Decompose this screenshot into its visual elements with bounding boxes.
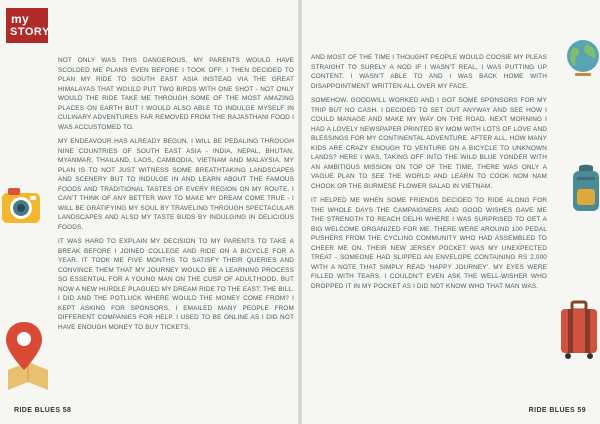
paragraph: AND MOST OF THE TIME I THOUGHT PEOPLE WOULD COOSIE MY PLEAS STRAIGHT TO SURELY A NOD IF I WASN'T REAL, I WAS PUTTING UP CONTENT. I WASN'T ABLE TO AND I WAS BACK HOME WITH DISAPPOINTMENT WRITTEN ALL OVER MY FACE. [311,54,547,90]
paragraph: NOT ONLY WAS THIS DANGEROUS, MY PARENTS WOULD HAVE SCOLDED ME PLANS EVEN BEFORE I TOOK OFF. I THEN DECIDED TO PLAN MY RIDE TO SOUTH EAST ASIA INSTEAD VIA THE GREAT HIMALAYAS THAT WOULD PUT TWO BIRDS WITH ONE SHOT - NOT ONLY WOULD THE RIDE TAKE ME THROUGH SOME OF THE MOST AMAZING PLACES ON EARTH BUT I WOULD ALSO ABLE TO INDULGE MYSELF IN CULINARY ADVENTURES FAR REMOVED FROM THE RAJASTHANI FOOD I WAS ACCUSTOMED TO. [58,57,294,131]
paragraph: SOMEHOW, GOODWILL WORKED AND I GOT SOME SPONSORS FOR MY TRIP BUT NO CASH. I DECIDED TO SET OUT ANYWAY AND SEE HOW I COULD MANAGE AND MAKE MY WAY ON THE ROAD. NEXT MORNING I HAD A LOVELY NEWSPAPER PRINTED BY MOM WITH LOTS OF LOVE AND BLESSINGS FOR MY CONTINENTAL ADVENTURE. AFTER ALL, HOW MANY KIDS ARE CRAZY ENOUGH TO VENTURE ON A BICYCLE TO UNKNOWN LANDS? HERE I WAS, TAKING OFF INTO THE WILD BLUE YONDER WITH AN AMBITIOUS MISSION ON TOP OF THE TIME, THERE WAS ONLY A VAGUE PLAN TO SEE THE WORLD AND LEARN TO COOK NOM NAM CHOOK OR THE BURMESE FLOWER SALAD IN VIETNAM. [311,97,547,190]
globe-icon [565,38,600,78]
backpack-icon [571,163,600,215]
left-text-column [58,56,294,337]
map-pin-icon [4,318,56,393]
section-label-line2: STORY [10,26,50,38]
section-badge [6,8,48,43]
page-number-left: RIDE BLUES 58 [14,407,72,414]
section-label-line1: my [11,12,29,26]
suitcase-icon [557,300,600,360]
left-page [0,0,299,424]
paragraph: IT WAS HARD TO EXPLAIN MY DECISION TO MY PARENTS TO TAKE A BREAK BEFORE I JOINED COLLEGE AND RIDE ON A BICYCLE FOR A YEAR. IT TOOK ME FIVE MONTHS TO SATISFY THEIR QUERIES AND CONVINCE THEM THAT MY JOURNEY WOULD BE A LEARNING PROCESS SO ESSENTIAL FOR A YOUNG MAN ON THE CUSP OF ADULTHOOD. BUT NOW A NEW HURDLE PLAGUED MY DREAM RIDE TO THE EAST: THE BILL. I DID AND THE POTLUCK WHERE WOULD THE MONEY COME FROM? I KEPT ASKING FOR SPONSORS, I EMAILED MANY PEOPLE FROM DIFFERENT COMPANIES FOR HELP. I USED TO BE ONLINE AS I DID NOT HAVE ENOUGH MONEY TO BUY TICKETS. [58,238,294,331]
page-number-right: RIDE BLUES 59 [528,407,586,414]
paragraph: IT HELPED ME WHEN SOME FRIENDS DECIDED TO RIDE ALONG FOR THE WHOLE DAYS THE CAMPAIGNERS AND GOOD WISHES GAVE ME THE STRENGTH TO REACH DELHI WHERE I WAS SURPRISED TO GET A BIG WELCOME ORGANIZED FOR ME. THERE WERE AROUND 100 PEDAL PUSHERS FROM THE CYCLING COMMUNITY WHO HAD ASSEMBLED TO CHEER ME ON. THEIR NEW JERSEY POCKET WAS MY UNEXPECTED TREAT - SOMEONE HAD SLIPPED AN ENVELOPE CONTAINING RS 2,000 WITH A NOTE THAT SIMPLY READ 'HAPPY JOURNEY'. MY EYES WERE FILLED WITH TEARS. I COULDN'T EVEN ASK THE WELL-WISHER WHO DROPPED IT IN MY POCKET AS I DID NOT KNOW WHO THAT MAN WAS. [311,197,547,290]
paragraph: MY ENDEAVOUR HAS ALREADY BEGUN. I WILL BE PEDALING THROUGH NINE COUNTRIES OF SOUTH EAST ASIA - INDIA, NEPAL, BHUTAN, MYANMAR, THAILAND, LAOS, CAMBODIA, VIETNAM AND MALAYSIA. MY PLAN IS TO NOT JUST WITNESS SOME BREATHTAKING LANDSCAPES AND SCENERY BUT TO INDULGE IN AND LEARN ABOUT THE FAMOUS FOODS AND TRADITIONAL TASTES OF EVERY REGION ON MY ROUTE. I CAN'T THINK OF ANY BETTER WAY TO MAKE MY DREAM COME TRUE - I WILL BE GRATIFYING MY SOUL BY TRAVELING THROUGH SPECTACULAR LANDSCAPES AND ALSO MY TASTE BUDS BY INDULGING IN DELICIOUS FOODS. [58,138,294,231]
camera-icon [0,181,44,231]
right-text-column [311,53,547,296]
right-page [301,0,600,424]
